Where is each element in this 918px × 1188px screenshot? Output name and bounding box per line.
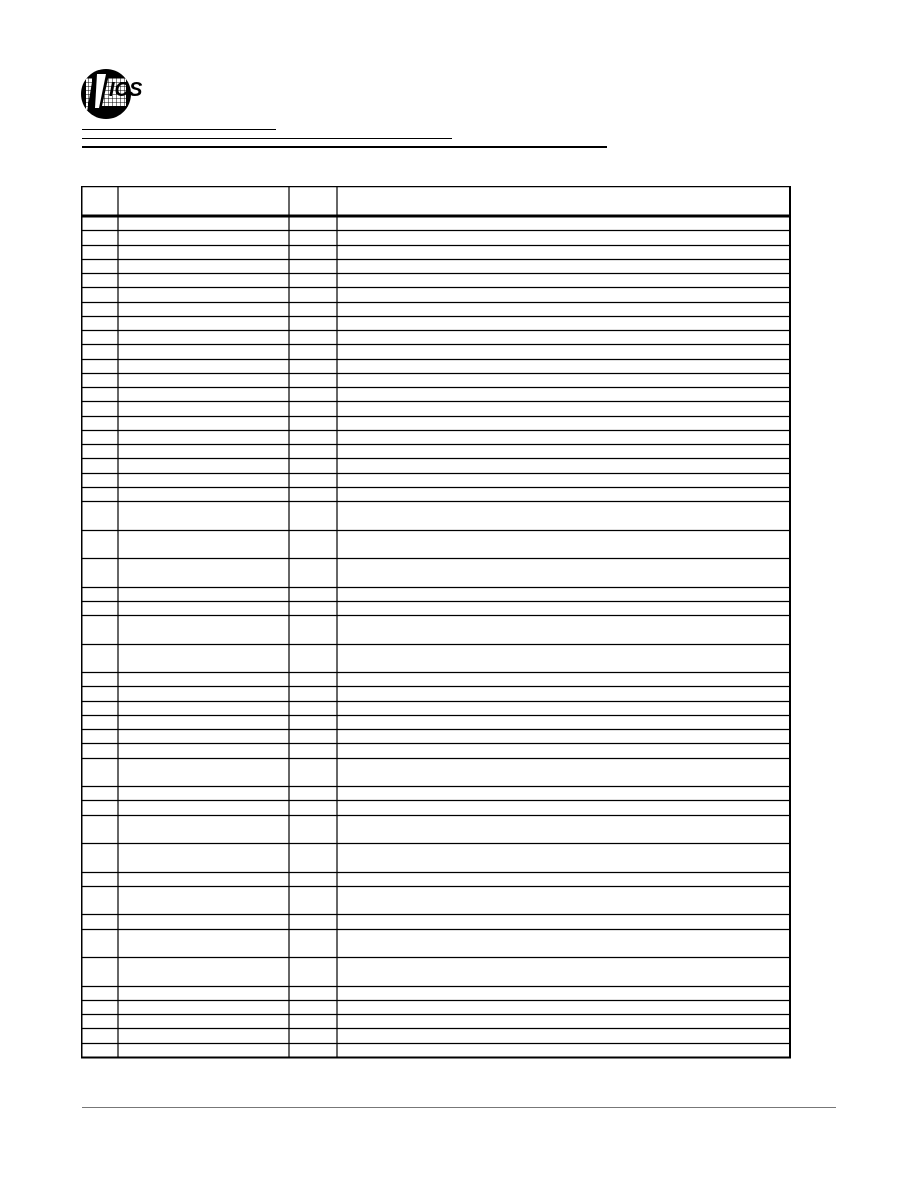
footer-rule [82,1107,836,1108]
header-rule-long [82,146,607,148]
pin-table-grid [81,186,791,1060]
ics-logo-graphic [80,66,146,122]
header-rule-short [82,129,276,130]
ics-logo [80,66,146,122]
svg-text:ICS: ICS [109,79,143,101]
pin-description-table [81,186,791,1060]
header-rule-medium [82,138,452,139]
